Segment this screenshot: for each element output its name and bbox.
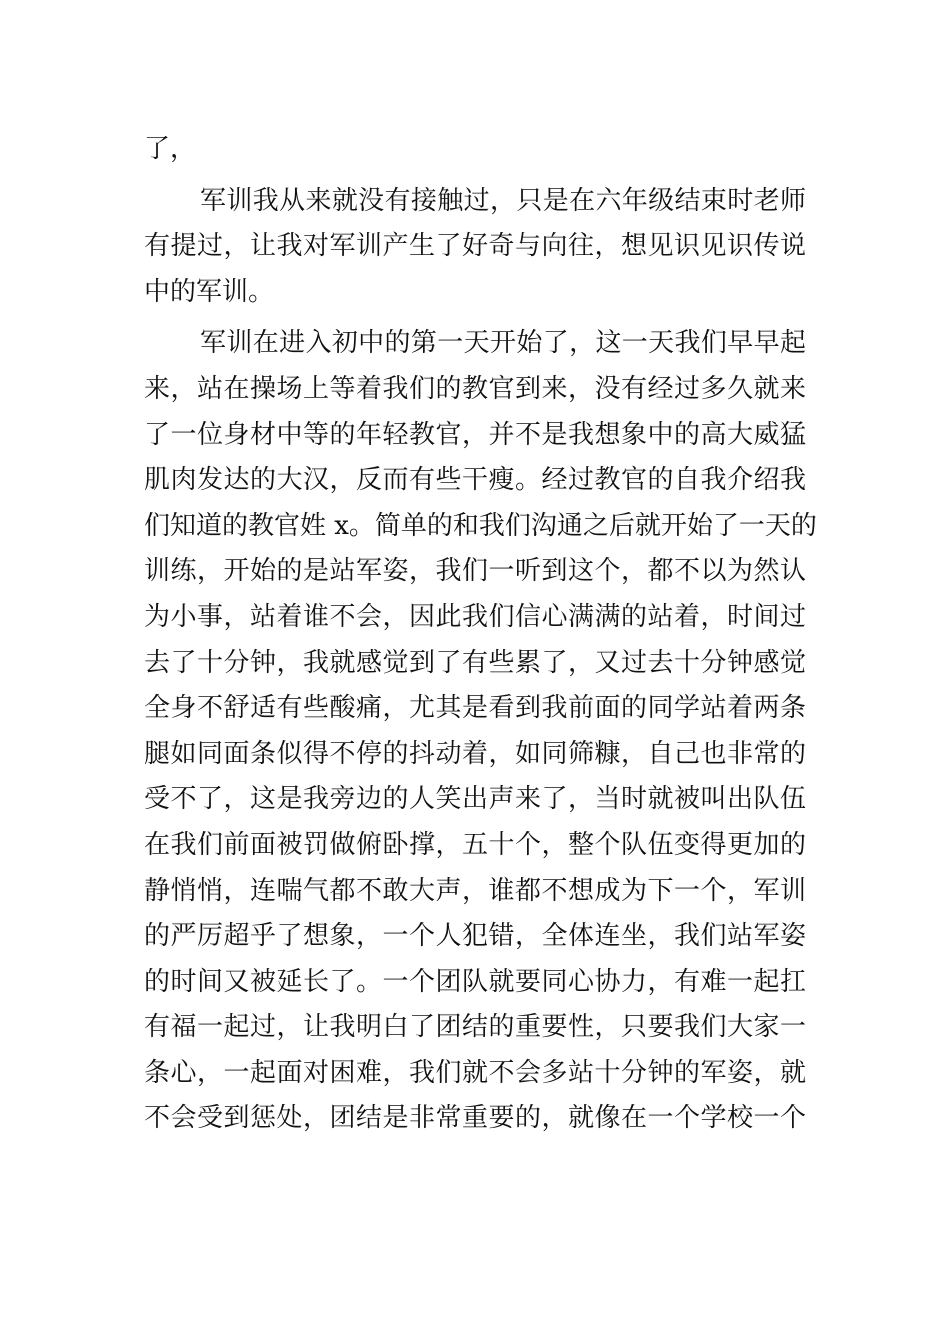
text-line: 训练，开始的是站军姿，我们一听到这个，都不以为然认	[144, 556, 806, 587]
text-line: 受不了，这是我旁边的人笑出声来了，当时就被叫出队伍	[144, 784, 806, 815]
text-line: 去了十分钟，我就感觉到了有些累了，又过去十分钟感觉	[144, 647, 806, 678]
text-line: 腿如同面条似得不停的抖动着，如同筛糠，自己也非常的	[144, 738, 806, 769]
text-line: 肌肉发达的大汉，反而有些干瘦。经过教官的自我介绍我	[144, 465, 806, 496]
text-line: 在我们前面被罚做俯卧撑，五十个，整个队伍变得更加的	[144, 829, 806, 860]
paragraph-first-day	[144, 321, 817, 1324]
paragraph-continuation	[144, 127, 806, 173]
text-line: 的时间又被延长了。一个团队就要同心协力，有难一起扛	[144, 966, 806, 997]
text-line	[144, 1233, 806, 1279]
text-line: 条心，一起面对困难，我们就不会多站十分钟的军姿，就	[144, 1057, 806, 1088]
text-line: 军训在进入初中的第一天开始了，这一天我们早早起	[200, 328, 806, 359]
text-line: 了一位身材中等的年轻教官，并不是我想象中的高大威猛	[144, 419, 806, 450]
text-line: 们知道的教官姓 x。简单的和我们沟通之后就开始了一天的	[144, 510, 817, 541]
text-line: 来，站在操场上等着我们的教官到来，没有经过多久就来	[144, 373, 806, 404]
text-line: 静悄悄，连喘气都不敢大声，谁都不想成为下一个，军训	[144, 875, 806, 906]
text-line: 的严厉超乎了想象，一个人犯错，全体连坐，我们站军姿	[144, 921, 806, 952]
text-line	[144, 1142, 806, 1188]
document-body	[144, 127, 817, 1324]
text-line: 不会受到惩处，团结是非常重要的，就像在一个学校一个	[144, 1103, 806, 1134]
text-line: 军训我从来就没有接触过，只是在六年级结束时老师	[200, 185, 806, 216]
paragraph-military-training-intro	[144, 179, 806, 316]
text-line: 了，	[144, 134, 197, 164]
text-line: 有提过，让我对军训产生了好奇与向往，想见识见识传说	[144, 231, 806, 262]
text-line: 全身不舒适有些酸痛，尤其是看到我前面的同学站着两条	[144, 693, 806, 724]
text-line: 中的军训。	[144, 276, 275, 307]
text-line	[144, 1188, 806, 1234]
text-line	[144, 1279, 806, 1325]
text-line: 有福一起过，让我明白了团结的重要性，只要我们大家一	[144, 1012, 806, 1043]
text-line: 为小事，站着谁不会，因此我们信心满满的站着，时间过	[144, 601, 806, 632]
